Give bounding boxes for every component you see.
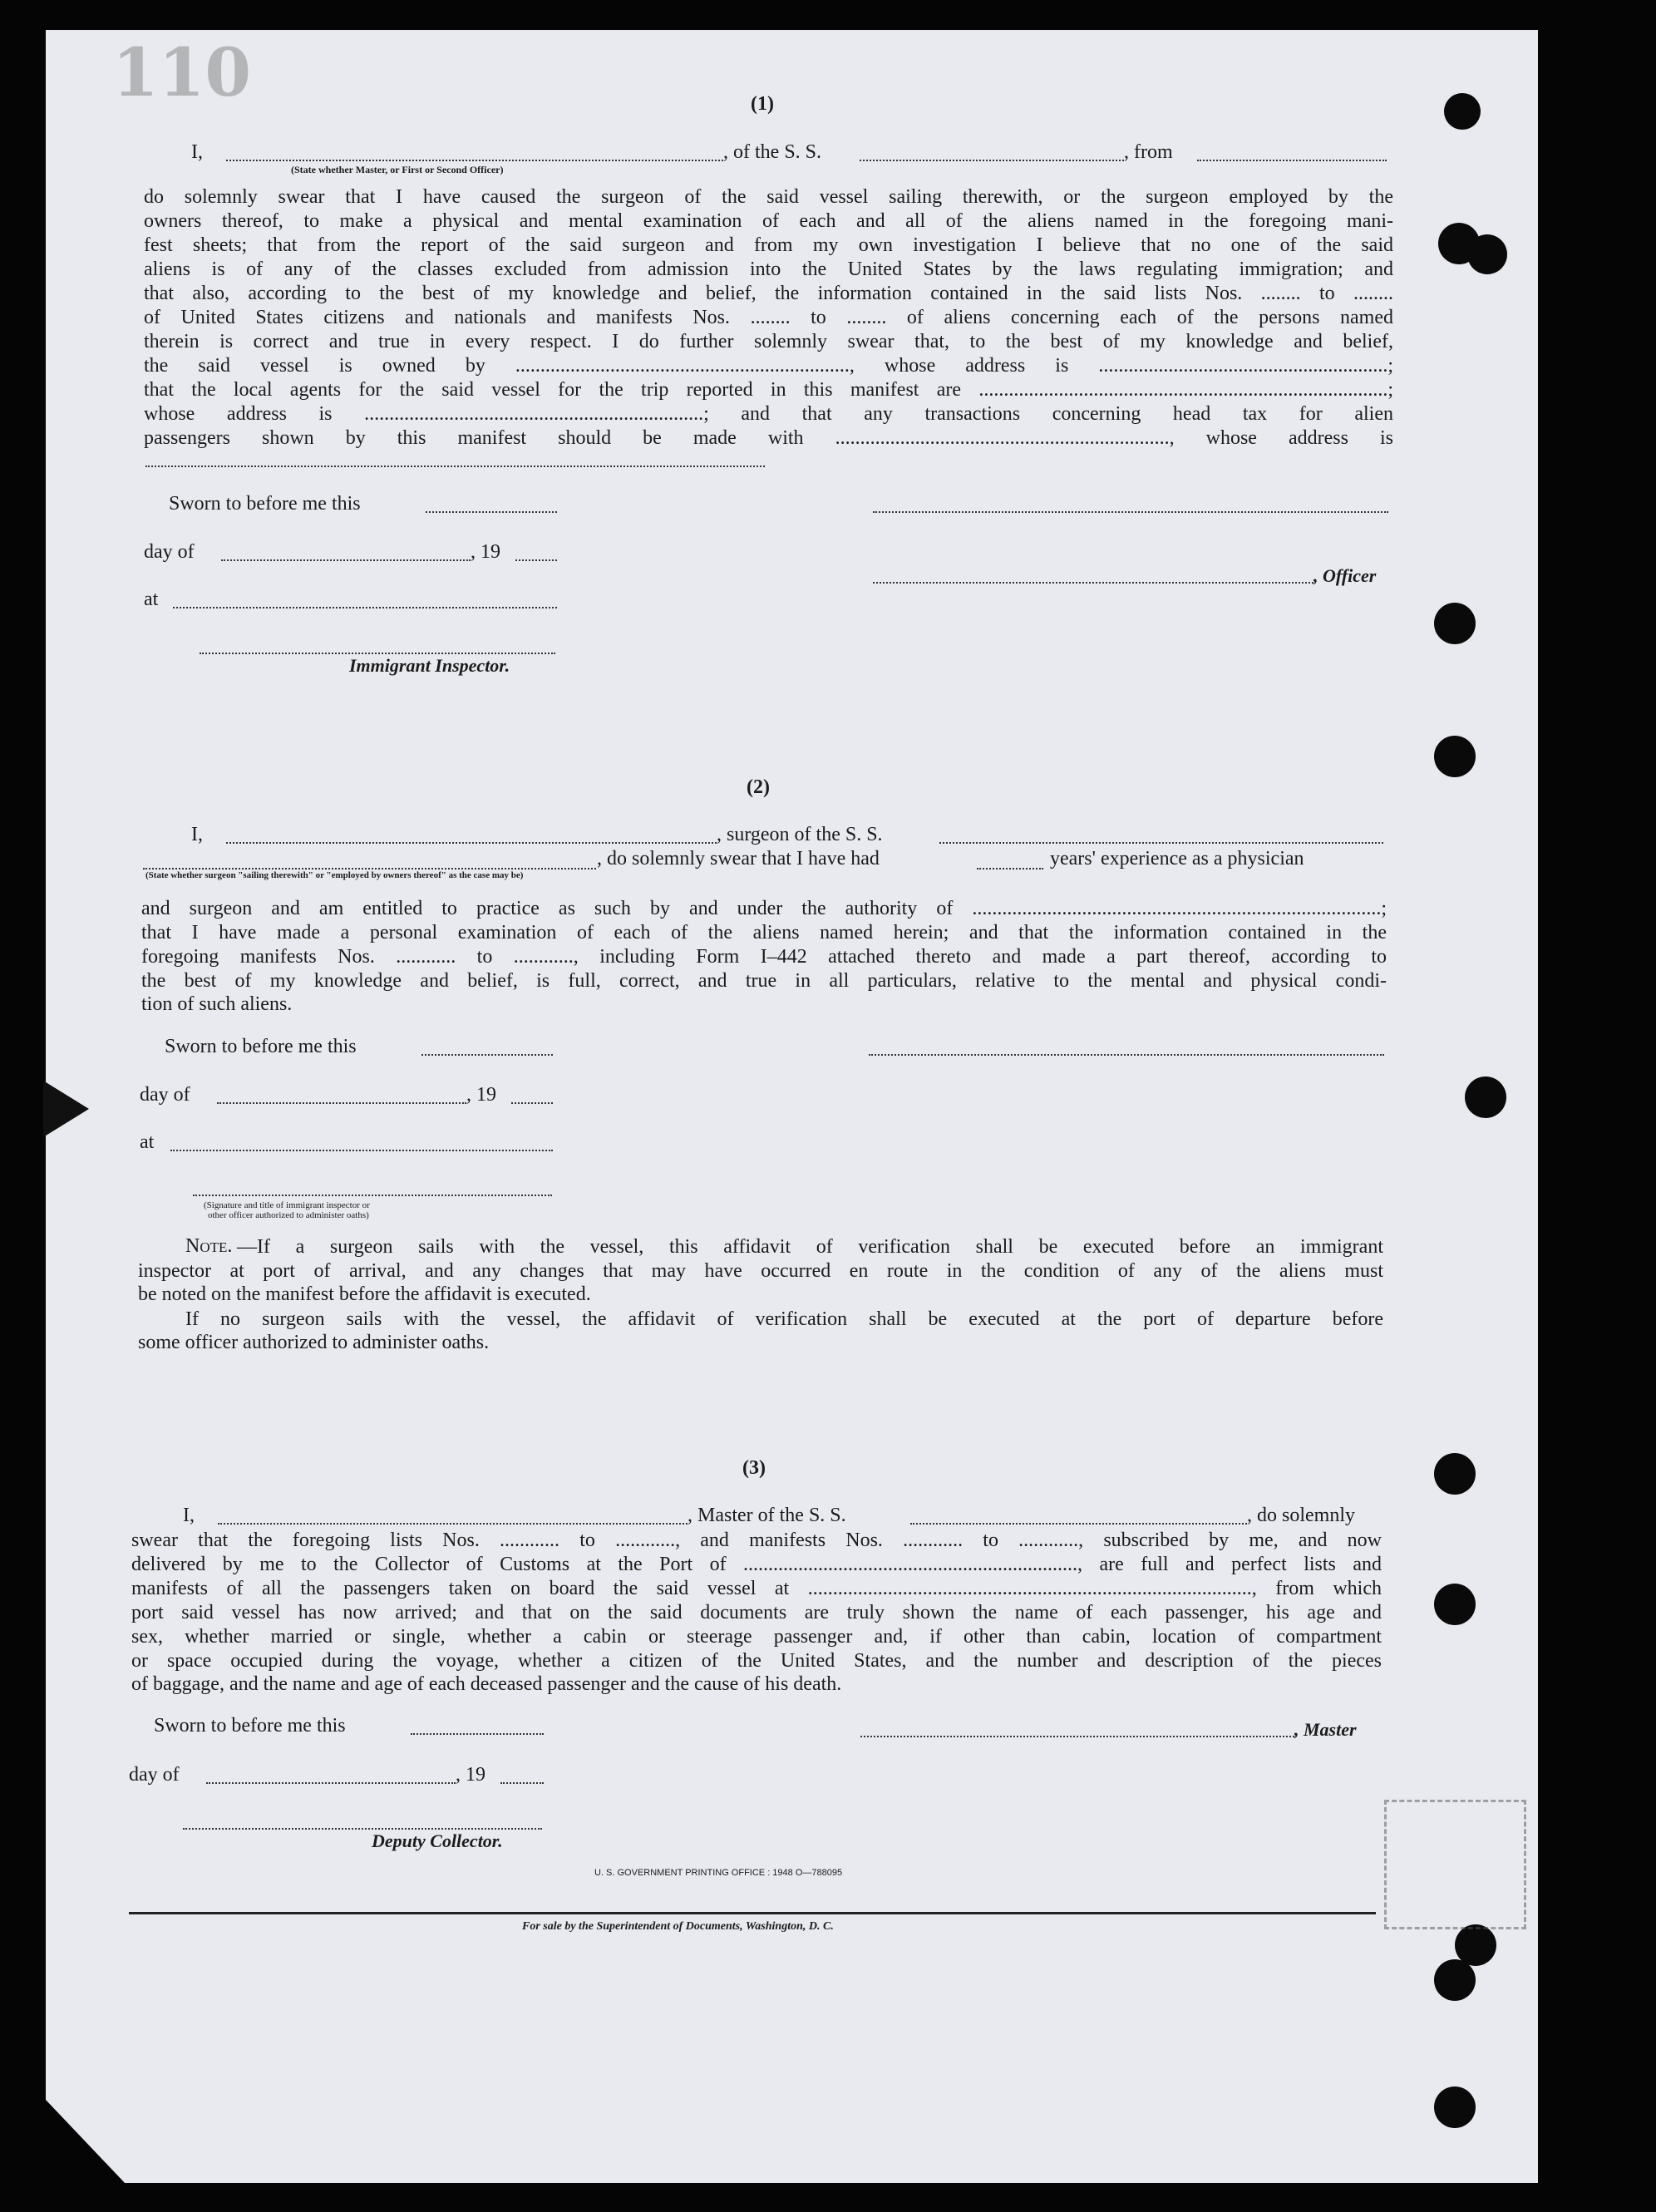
s1-day-blank: [221, 559, 471, 561]
s2-at-blank: [170, 1150, 553, 1151]
s1-of-the-ss: , of the S. S.: [723, 141, 822, 163]
s3-body: [131, 1529, 1382, 1673]
faint-stamp: [1384, 1800, 1526, 1929]
s1-line: do solemnly swear that I have caused the surgeon of the said vessel sailing therewith, or the surgeon employed by the: [144, 186, 1393, 208]
s1-from: , from: [1124, 141, 1173, 163]
binder-hole: [1467, 234, 1507, 274]
s1-from-blank: [1197, 160, 1387, 161]
s1-line: the said vessel is owned by ..................................................................., whose address is ..........................................................;: [144, 355, 1393, 377]
s1-i: I,: [191, 141, 203, 163]
s3-master-of-ss: , Master of the S. S.: [688, 1505, 846, 1526]
s1-at: at: [144, 589, 159, 610]
s1-officer: , Officer: [1313, 565, 1377, 586]
binder-hole: [1434, 736, 1476, 777]
for-sale-line: For sale by the Superintendent of Documents, Washington, D. C.: [522, 1920, 834, 1933]
s2-note-2-line: If no surgeon sails with the vessel, the affidavit of verification shall be executed at the port of departure before: [185, 1308, 1383, 1330]
s3-day-blank: [206, 1782, 456, 1784]
s3-line: swear that the foregoing lists Nos. ............ to ............, and manifests Nos. ............ to ............, subscribed by me, and now: [131, 1530, 1382, 1551]
s2-inspector-blank: [193, 1195, 552, 1196]
s2-years-blank: [977, 868, 1043, 870]
s2-line: the best of my knowledge and belief, is full, correct, and true in all particulars, relative to the mental and physical condi-: [141, 970, 1387, 992]
s1-line: whose address is ....................................................................; and that any transactions concerning head tax for alien: [144, 403, 1393, 425]
s1-line: that also, according to the best of my knowledge and belief, the information contained in the said lists Nos. ........ to ........: [144, 283, 1393, 304]
s2-sig-caption-2: other officer authorized to administer oaths): [208, 1210, 369, 1220]
s3-i: I,: [183, 1505, 195, 1526]
s2-sworn: Sworn to before me this: [165, 1036, 357, 1057]
s1-sworn: Sworn to before me this: [169, 493, 361, 515]
s1-body: [144, 185, 1393, 451]
s2-line: foregoing manifests Nos. ............ to ............, including Form I–442 attached thereto and made a part thereof, according to: [141, 946, 1387, 968]
binder-hole: [1434, 1959, 1476, 2001]
section-3-number: (3): [742, 1457, 766, 1479]
s2-line: that I have made a personal examination of each of the aliens named herein; and that the information contained in the: [141, 922, 1387, 943]
s3-last-line: of baggage, and the name and age of each deceased passenger and the cause of his death.: [131, 1673, 842, 1695]
s3-collector-blank: [183, 1828, 542, 1830]
s3-year: , 19: [456, 1764, 485, 1786]
s3-name-blank: [218, 1523, 688, 1525]
s1-at-blank: [173, 607, 557, 608]
s3-ship-blank: [910, 1523, 1247, 1525]
s1-ship-blank: [860, 160, 1124, 161]
section-2-number: (2): [747, 776, 770, 798]
s1-line: of United States citizens and nationals and manifests Nos. ........ to ........ of aliens concerning each of the persons named: [144, 307, 1393, 328]
s2-note-line-3: be noted on the manifest before the affidavit is executed.: [138, 1283, 591, 1305]
s3-line: port said vessel has now arrived; and that on the said documents are truly shown the name of each passenger, his age and: [131, 1602, 1382, 1623]
s1-line: aliens is of any of the classes excluded from admission into the United States by the laws regulating immigration; and: [144, 259, 1393, 280]
s2-sig-caption-1: (Signature and title of immigrant inspector or: [204, 1200, 370, 1210]
s2-note-label: Note.: [185, 1235, 233, 1257]
s2-surgeon: , surgeon of the S. S.: [717, 824, 883, 845]
s1-line: therein is correct and true in every respect. I do further solemnly swear that, to the best of my knowledge and belief,: [144, 331, 1393, 352]
binder-hole: [1434, 603, 1476, 644]
s3-dayof: day of: [129, 1764, 180, 1786]
s2-year-blank: [511, 1102, 553, 1104]
s2-dayof: day of: [140, 1084, 190, 1106]
s1-hint: (State whether Master, or First or Second Officer): [291, 164, 504, 175]
s3-line: sex, whether married or single, whether a cabin or steerage passenger and, if other than cabin, location of compartment: [131, 1626, 1382, 1648]
s2-years: years' experience as a physician: [1050, 848, 1304, 870]
s3-line: or space occupied during the voyage, whether a citizen of the United States, and the number and description of the pieces: [131, 1650, 1382, 1672]
s3-master: , Master: [1294, 1719, 1357, 1740]
s1-line: passengers shown by this manifest should be made with ..................................................................., whose address is: [144, 427, 1393, 449]
s1-sig-blank: [873, 511, 1388, 513]
s1-dayof: day of: [144, 541, 195, 563]
s1-inspector-blank: [200, 653, 555, 654]
binder-hole: [1444, 93, 1481, 130]
s1-address-blank: [145, 466, 765, 467]
s1-inspector: Immigrant Inspector.: [349, 655, 510, 676]
edge-notch: [43, 1081, 89, 1137]
s2-note-line: —If a surgeon sails with the vessel, this affidavit of verification shall be executed before an immigrant: [237, 1236, 1383, 1258]
s1-sworn-blank: [426, 511, 557, 513]
footer-rule: [129, 1912, 1376, 1914]
s2-sig-blank: [869, 1054, 1384, 1056]
s2-swear: , do solemnly swear that I have had: [597, 848, 880, 870]
binder-hole: [1434, 1584, 1476, 1625]
s3-year-blank: [500, 1782, 544, 1784]
s2-sworn-blank: [421, 1054, 553, 1056]
s2-sailing-blank: [143, 868, 596, 870]
s2-hint: (State whether surgeon "sailing therewith" or "employed by owners thereof" as the case may be): [145, 870, 524, 880]
s2-line: and surgeon and am entitled to practice as such by and under the authority of ..................................................................................;: [141, 898, 1387, 919]
s3-swear: , do solemnly: [1247, 1505, 1355, 1526]
s1-officer-blank: [873, 582, 1313, 584]
s2-note-2: [138, 1308, 1383, 1332]
section-1-number: (1): [751, 93, 774, 115]
binder-hole: [1434, 1453, 1476, 1495]
s1-line: that the local agents for the said vessel for the trip reported in this manifest are ..................................................................................;: [144, 379, 1393, 401]
s3-sworn: Sworn to before me this: [154, 1715, 346, 1737]
s1-name-blank: [226, 160, 723, 161]
s2-year: , 19: [466, 1084, 496, 1106]
s2-at: at: [140, 1131, 155, 1153]
s3-line: delivered by me to the Collector of Customs at the Port of ..................................................................., are full and perfect lists and: [131, 1554, 1382, 1575]
s3-sworn-blank: [411, 1733, 544, 1735]
s2-body: [141, 897, 1387, 993]
s2-i: I,: [191, 824, 203, 845]
s1-line: owners thereof, to make a physical and mental examination of each and all of the aliens named in the foregoing mani-: [144, 210, 1393, 232]
s2-ship-blank: [939, 842, 1383, 844]
s2-name-blank: [226, 842, 717, 844]
s2-day-blank: [217, 1102, 466, 1104]
s2-note-line: inspector at port of arrival, and any changes that may have occurred en route in the condition of any of the aliens must: [138, 1260, 1383, 1282]
s3-master-blank: [860, 1736, 1294, 1737]
s1-year: , 19: [471, 541, 500, 563]
s2-note-body: [138, 1235, 1383, 1283]
s3-line: manifests of all the passengers taken on board the said vessel at ........................................................................................., from which: [131, 1578, 1382, 1599]
corner-mark: 110: [112, 33, 251, 111]
binder-hole: [1465, 1076, 1506, 1118]
s2-last-line: tion of such aliens.: [141, 993, 293, 1015]
s3-collector: Deputy Collector.: [372, 1830, 503, 1851]
printing-office: U. S. GOVERNMENT PRINTING OFFICE : 1948 O—788095: [594, 1868, 843, 1878]
binder-hole: [1434, 2086, 1476, 2128]
s2-note-2-line-2: some officer authorized to administer oaths.: [138, 1332, 490, 1353]
s1-year-blank: [515, 559, 557, 561]
s1-line: fest sheets; that from the report of the said surgeon and from my own investigation I believe that no one of the said: [144, 234, 1393, 256]
